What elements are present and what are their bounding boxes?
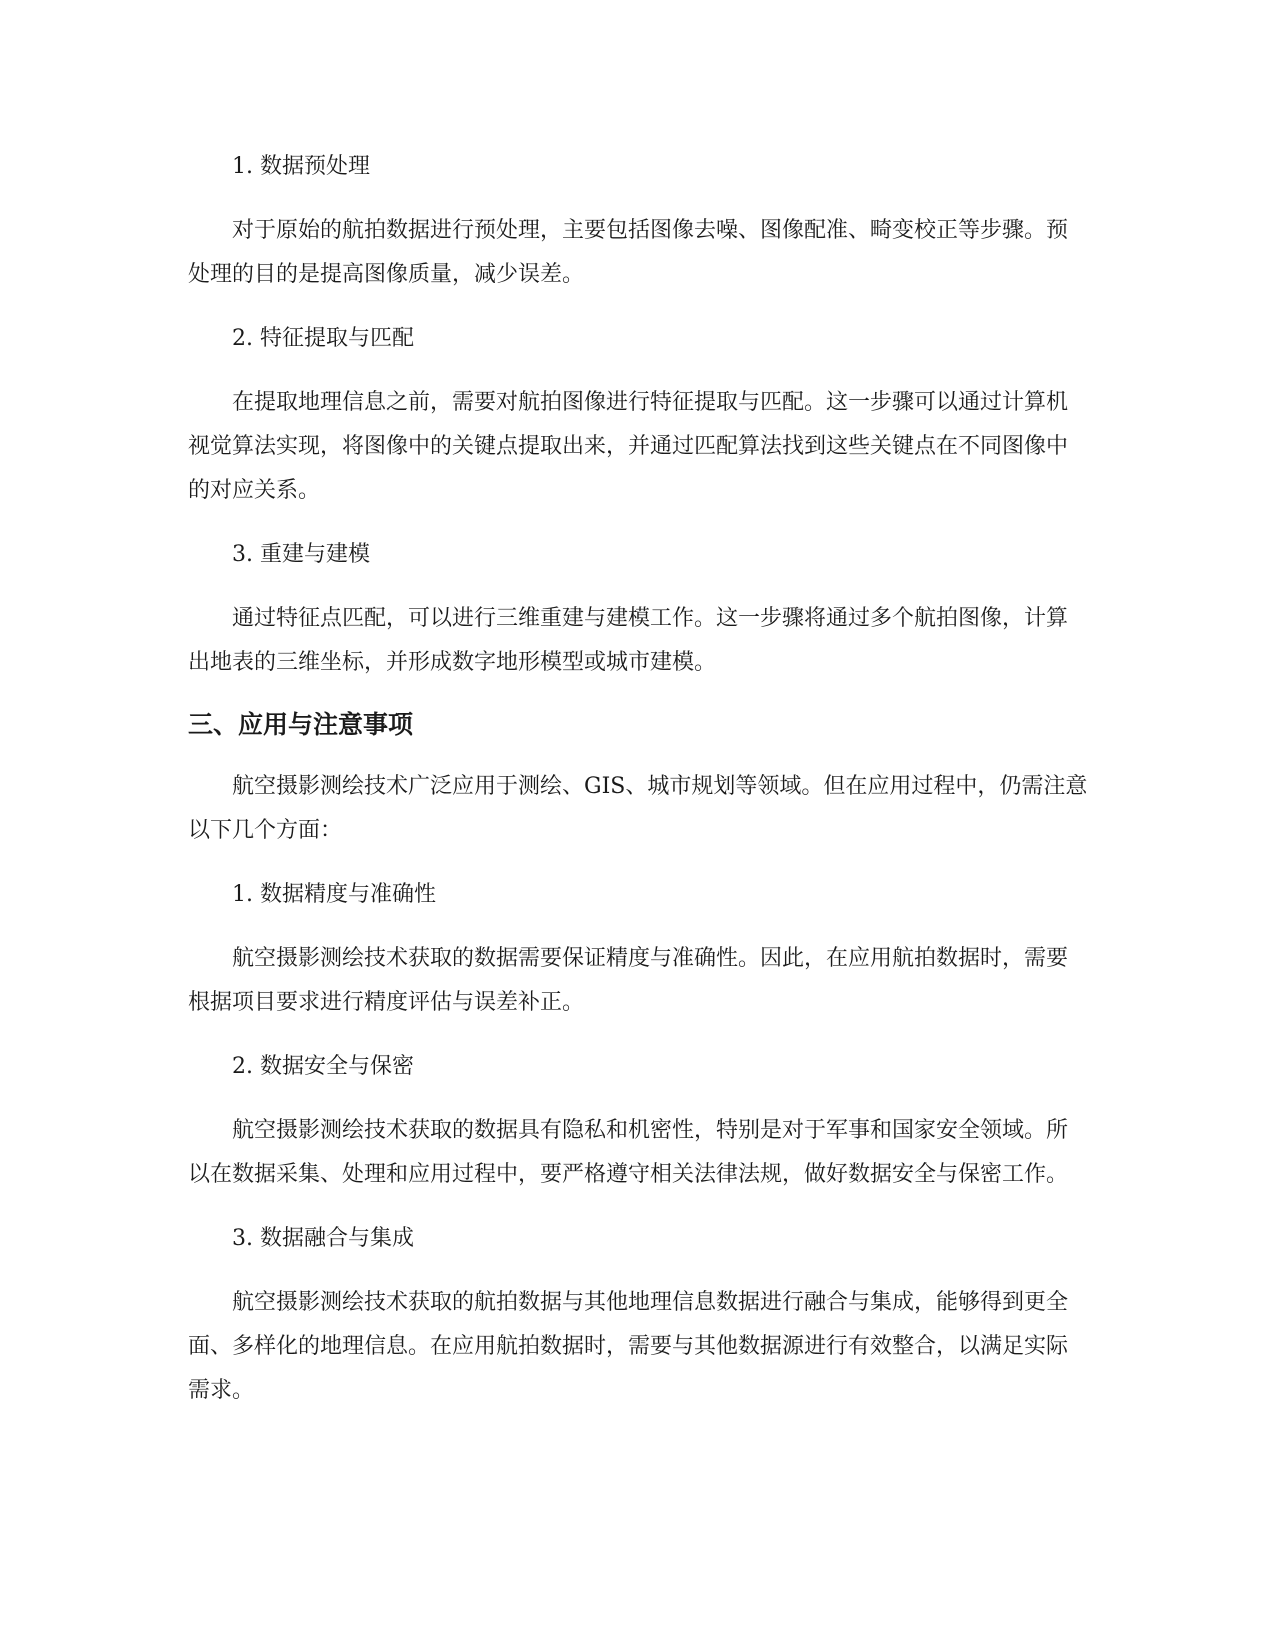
list-item-preprocessing: 1. 数据预处理 xyxy=(232,154,370,179)
list-item-feature-matching: 2. 特征提取与匹配 xyxy=(232,326,414,351)
list-item-fusion: 3. 数据融合与集成 xyxy=(232,1226,414,1251)
list-item-reconstruction: 3. 重建与建模 xyxy=(232,542,370,567)
document-body xyxy=(188,145,1088,1413)
paragraph-security: 航空摄影测绘技术获取的数据具有隐私和机密性，特别是对于军事和国家安全领域。所以在数据采集、处理和应用过程中，要严格遵守相关法律法规，做好数据安全与保密工作。 xyxy=(188,1118,1069,1187)
paragraph-accuracy: 航空摄影测绘技术获取的数据需要保证精度与准确性。因此，在应用航拍数据时，需要根据项目要求进行精度评估与误差补正。 xyxy=(188,946,1069,1015)
paragraph-fusion: 航空摄影测绘技术获取的航拍数据与其他地理信息数据进行融合与集成，能够得到更全面、多样化的地理信息。在应用航拍数据时，需要与其他数据源进行有效整合，以满足实际需求。 xyxy=(188,1290,1069,1403)
paragraph-feature-matching: 在提取地理信息之前，需要对航拍图像进行特征提取与匹配。这一步骤可以通过计算机视觉算法实现，将图像中的关键点提取出来，并通过匹配算法找到这些关键点在不同图像中的对应关系。 xyxy=(188,390,1069,503)
list-item-security: 2. 数据安全与保密 xyxy=(232,1054,414,1079)
section-heading-applications: 三、应用与注意事项 xyxy=(188,710,414,739)
list-item-accuracy: 1. 数据精度与准确性 xyxy=(232,882,436,907)
paragraph-applications-intro: 航空摄影测绘技术广泛应用于测绘、GIS、城市规划等领域。但在应用过程中，仍需注意以下几个方面： xyxy=(188,774,1088,843)
paragraph-preprocessing: 对于原始的航拍数据进行预处理，主要包括图像去噪、图像配准、畸变校正等步骤。预处理的目的是提高图像质量，减少误差。 xyxy=(188,218,1069,287)
paragraph-reconstruction: 通过特征点匹配，可以进行三维重建与建模工作。这一步骤将通过多个航拍图像，计算出地表的三维坐标，并形成数字地形模型或城市建模。 xyxy=(188,606,1069,675)
